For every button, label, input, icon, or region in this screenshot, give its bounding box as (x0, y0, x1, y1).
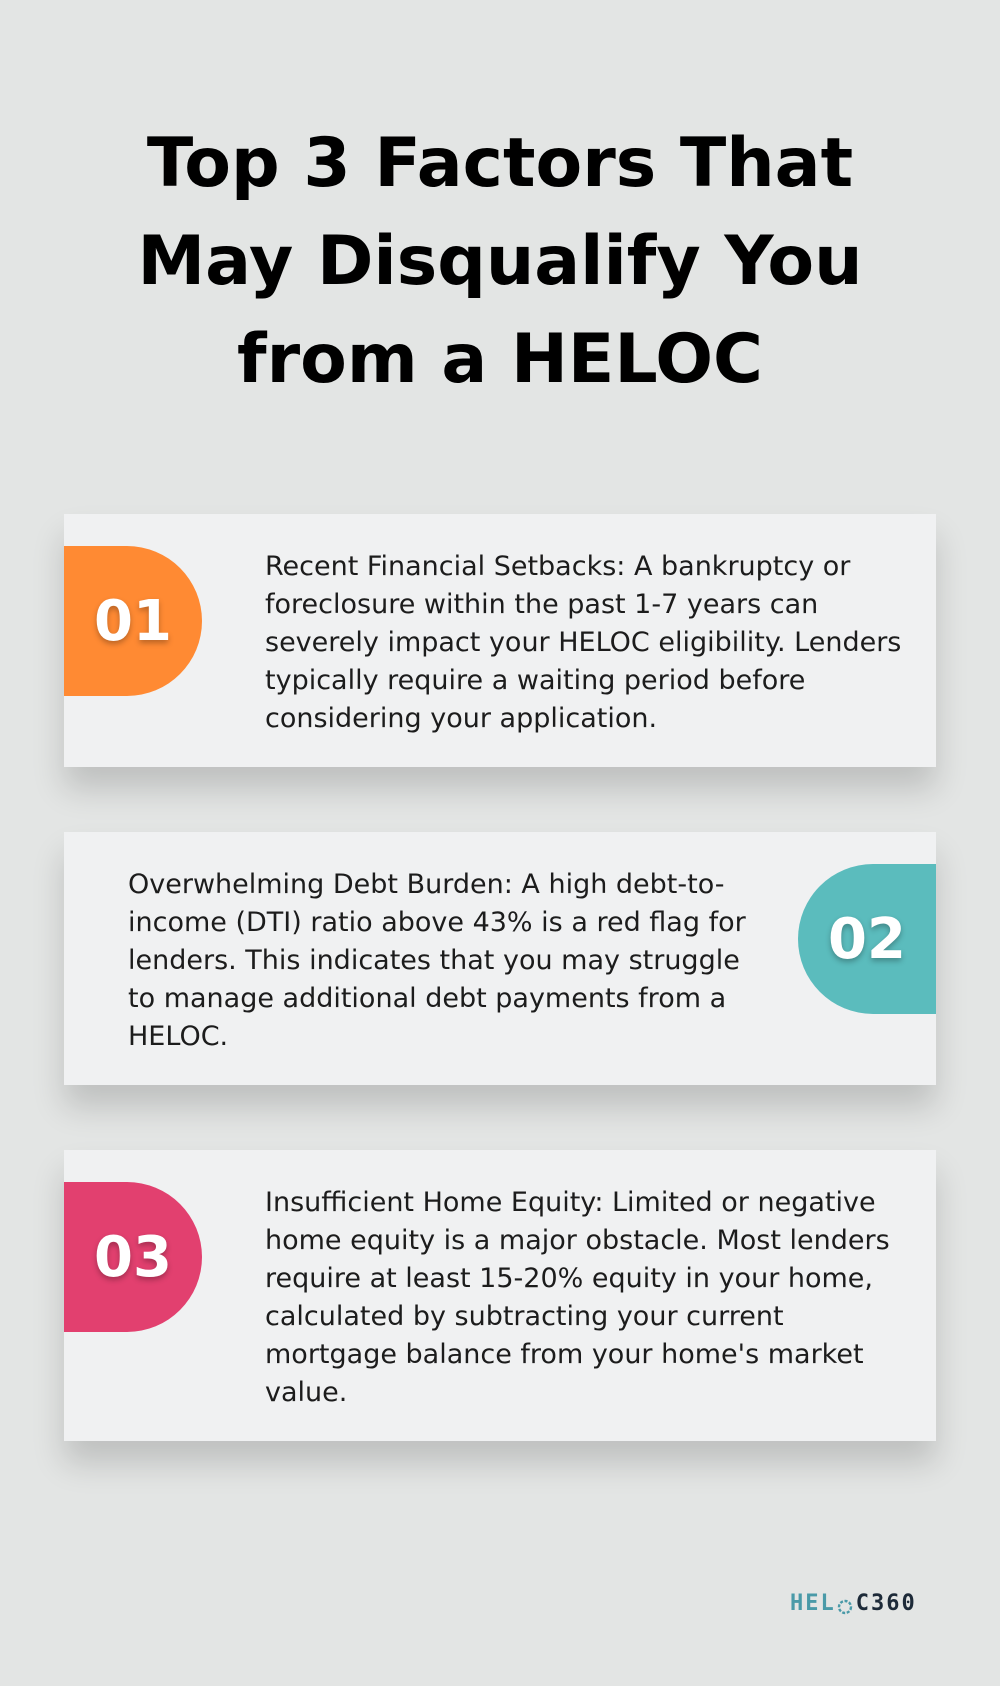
factor-card-1 (64, 514, 936, 767)
factor-card-2 (64, 832, 936, 1085)
logo-text-360: C360 (855, 1591, 917, 1616)
heloc360-logo (790, 1591, 917, 1617)
factor-number-badge-1: 01 (64, 546, 202, 696)
factor-card-3 (64, 1150, 936, 1441)
factor-text-2: Overwhelming Debt Burden: A high debt-to-income (DTI) ratio above 43% is a red flag for lenders. This indicates that you may struggle to manage additional debt payments from a HELOC. (128, 869, 746, 1052)
o-ring-icon (837, 1596, 853, 1612)
page-title: Top 3 Factors That May Disqualify You from a HELOC (137, 124, 863, 399)
factor-number-badge-3: 03 (64, 1182, 202, 1332)
factor-text-1: Recent Financial Setbacks: A bankruptcy or foreclosure within the past 1-7 years can severely impact your HELOC eligibility. Lenders typically require a waiting period before considering your application. (265, 551, 902, 734)
factor-number-badge-2: 02 (798, 864, 936, 1014)
logo-text-heloc: HEL (790, 1591, 836, 1616)
factor-text-3: Insufficient Home Equity: Limited or negative home equity is a major obstacle. Most lenders require at least 15-20% equity in your home, calculated by subtracting your current mortgage balance from your home's market value. (265, 1187, 890, 1408)
